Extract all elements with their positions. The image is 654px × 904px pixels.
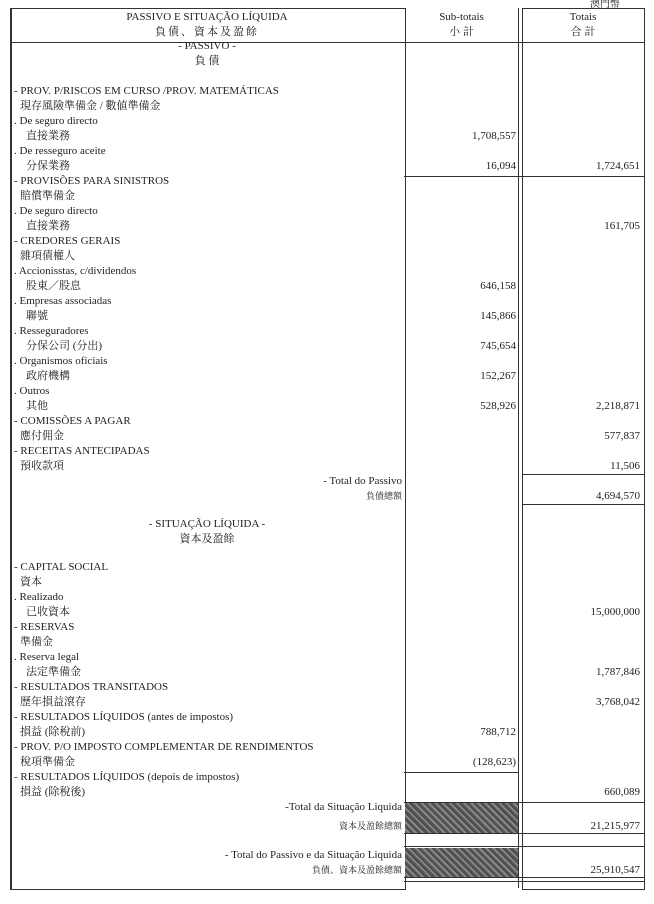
row-label: 其他 <box>26 400 48 412</box>
row-label: 賠償準備金 <box>20 190 75 202</box>
rule <box>404 846 644 847</box>
row-label: 損益 (除稅前) <box>20 726 86 738</box>
total-value: 660,089 <box>604 786 640 798</box>
total-value: 15,000,000 <box>590 606 640 618</box>
row-label: 聯號 <box>26 310 48 322</box>
row-label: 分保公司 (分出) <box>26 340 103 352</box>
row-label: . De seguro directo <box>14 205 98 217</box>
row-label: 已收資本 <box>26 606 70 618</box>
row-label: . Accionisstas, c/dividendos <box>14 265 137 277</box>
total-value: 3,768,042 <box>596 696 640 708</box>
row-label: 損益 (除稅後) <box>20 786 86 798</box>
row-label: - CREDORES GERAIS <box>14 235 121 247</box>
row-label: - RECEITAS ANTECIPADAS <box>14 445 150 457</box>
header-col3-pt: Totais <box>569 11 597 23</box>
row-label: . De seguro directo <box>14 115 98 127</box>
row-label: 資本及盈餘總額 <box>338 821 402 831</box>
subtotal-value: 788,712 <box>480 726 516 738</box>
header-col2-pt: Sub-totais <box>439 11 484 23</box>
total-value: 1,724,651 <box>596 160 640 172</box>
header-col1 <box>10 10 404 40</box>
row-label: 股東／股息 <box>26 280 81 292</box>
row-label: 直接業務 <box>26 130 70 142</box>
row-label: - COMISSÕES A PAGAR <box>14 415 131 427</box>
subtotal-value: 1,708,557 <box>472 130 516 142</box>
row-label: 資本及盈餘 <box>179 533 235 545</box>
total-value: 21,215,977 <box>590 820 640 832</box>
row-label: . De resseguro aceite <box>14 145 106 157</box>
rule <box>404 772 519 773</box>
row-label: - CAPITAL SOCIAL <box>14 561 109 573</box>
row-label: 預收款項 <box>20 460 64 472</box>
row-label: 負 債 <box>194 55 220 67</box>
total-value: 577,837 <box>604 430 640 442</box>
subtotal-value: 152,267 <box>480 370 516 382</box>
total-value: 11,506 <box>610 460 640 472</box>
row-label: . Organismos oficiais <box>14 355 108 367</box>
row-label: - Total do Passivo e da Situação Liquida <box>224 849 402 861</box>
row-label: . Realizado <box>14 591 64 603</box>
row-label: - PROV. P/RISCOS EM CURSO /PROV. MATEMÁTICAS <box>14 85 279 97</box>
row-label: 雜項債權人 <box>20 250 75 262</box>
header-col1-zh: 負債、資本及盈餘 <box>155 26 259 38</box>
row-label: 分保業務 <box>26 160 70 172</box>
col-total-box <box>522 8 645 890</box>
row-label: - PASSIVO - <box>178 40 236 52</box>
row-label: - Total do Passivo <box>323 475 402 487</box>
row-label: . Reserva legal <box>14 651 80 663</box>
row-label: 法定準備金 <box>26 666 81 678</box>
total-value: 161,705 <box>604 220 640 232</box>
row-label: 直接業務 <box>26 220 70 232</box>
row-label: 政府機構 <box>26 370 70 382</box>
rule <box>522 474 644 475</box>
row-label: - RESULTADOS LÍQUIDOS (depois de impostos) <box>14 771 240 783</box>
header-col2-zh: 小 計 <box>449 26 474 38</box>
row-label: 稅項準備金 <box>20 756 75 768</box>
currency-label: 澳門幣 <box>590 0 620 10</box>
header-col2 <box>404 10 519 40</box>
row-label: 負債總額 <box>365 491 402 501</box>
row-label: -Total da Situação Liquida <box>285 801 402 813</box>
rule <box>522 504 644 505</box>
total-value: 2,218,871 <box>596 400 640 412</box>
subtotal-value: 745,654 <box>480 340 516 352</box>
rule <box>404 176 644 177</box>
row-label: - PROVISÕES PARA SINISTROS <box>14 175 170 187</box>
row-label: 歷年損益滾存 <box>20 696 86 708</box>
subtotal-value: (128,623) <box>472 756 516 768</box>
subtotal-value: 646,158 <box>480 280 516 292</box>
total-value: 25,910,547 <box>590 864 640 876</box>
row-label: 現存風險準備金 / 數値準備金 <box>20 100 161 112</box>
row-label: - PROV. P/O IMPOSTO COMPLEMENTAR DE RENDIMENTOS <box>14 741 314 753</box>
subtotal-value: 145,866 <box>480 310 516 322</box>
total-value: 1,787,846 <box>596 666 640 678</box>
row-label: 準備金 <box>20 636 53 648</box>
header-col3 <box>522 10 644 40</box>
row-label: . Outros <box>14 385 50 397</box>
header-col1-pt: PASSIVO E SITUAÇÃO LÍQUIDA <box>126 11 288 23</box>
rule <box>404 881 644 882</box>
row-label: 資本 <box>20 576 42 588</box>
row-label: . Resseguradores <box>14 325 89 337</box>
row-label: . Empresas associadas <box>14 295 112 307</box>
subtotal-value: 528,926 <box>480 400 516 412</box>
row-label: - RESULTADOS TRANSITADOS <box>14 681 169 693</box>
subtotal-value: 16,094 <box>485 160 516 172</box>
row-label: 應付佣金 <box>20 430 64 442</box>
shaded-cell <box>405 848 518 877</box>
row-label: - RESULTADOS LÍQUIDOS (antes de impostos) <box>14 711 234 723</box>
row-label: - RESERVAS <box>14 621 75 633</box>
header-col3-zh: 合 計 <box>570 26 596 38</box>
row-label: - SITUAÇÃO LÍQUIDA - <box>148 518 266 530</box>
row-label: 負債、資本及盈餘總額 <box>311 865 402 875</box>
shaded-cell <box>405 803 518 833</box>
total-value: 4,694,570 <box>596 490 640 502</box>
